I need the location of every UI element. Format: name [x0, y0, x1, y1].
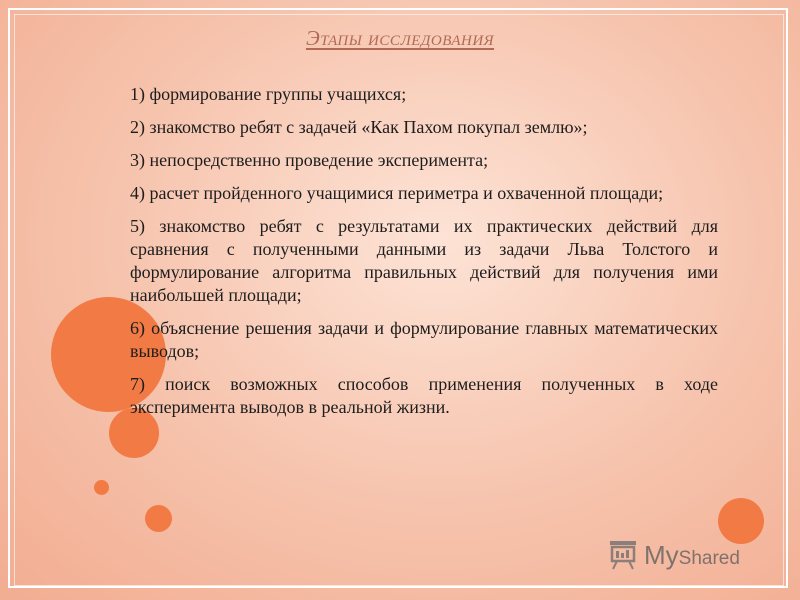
decorative-circle-small-2	[145, 505, 172, 532]
stages-list	[130, 83, 718, 429]
projector-board-icon	[608, 539, 638, 571]
decorative-circle-small	[94, 480, 109, 495]
watermark-text: MyShared	[644, 539, 740, 570]
list-item: 5) знакомство ребят с результатами их практических действий для сравнения с полученными данными из задачи Льва Толстого и формулирование алгоритма правильных действий для получения ими наибольшей площади;	[130, 216, 718, 305]
list-item: 4) расчет пройденного учащимися периметра и охваченной площади;	[130, 183, 664, 203]
list-item: 1) формирование группы учащихся;	[130, 84, 407, 104]
slide-title: Этапы исследования	[305, 26, 495, 50]
list-item: 7) поиск возможных способов применения полученных в ходе эксперимента выводов в реальной жизни.	[130, 374, 718, 417]
list-item: 2) знакомство ребят с задачей «Как Пахом покупал землю»;	[130, 117, 588, 137]
list-item: 3) непосредственно проведение эксперимента;	[130, 150, 489, 170]
watermark-logo	[608, 537, 740, 573]
list-item: 6) объяснение решения задачи и формулирование главных математических выводов;	[130, 318, 718, 361]
